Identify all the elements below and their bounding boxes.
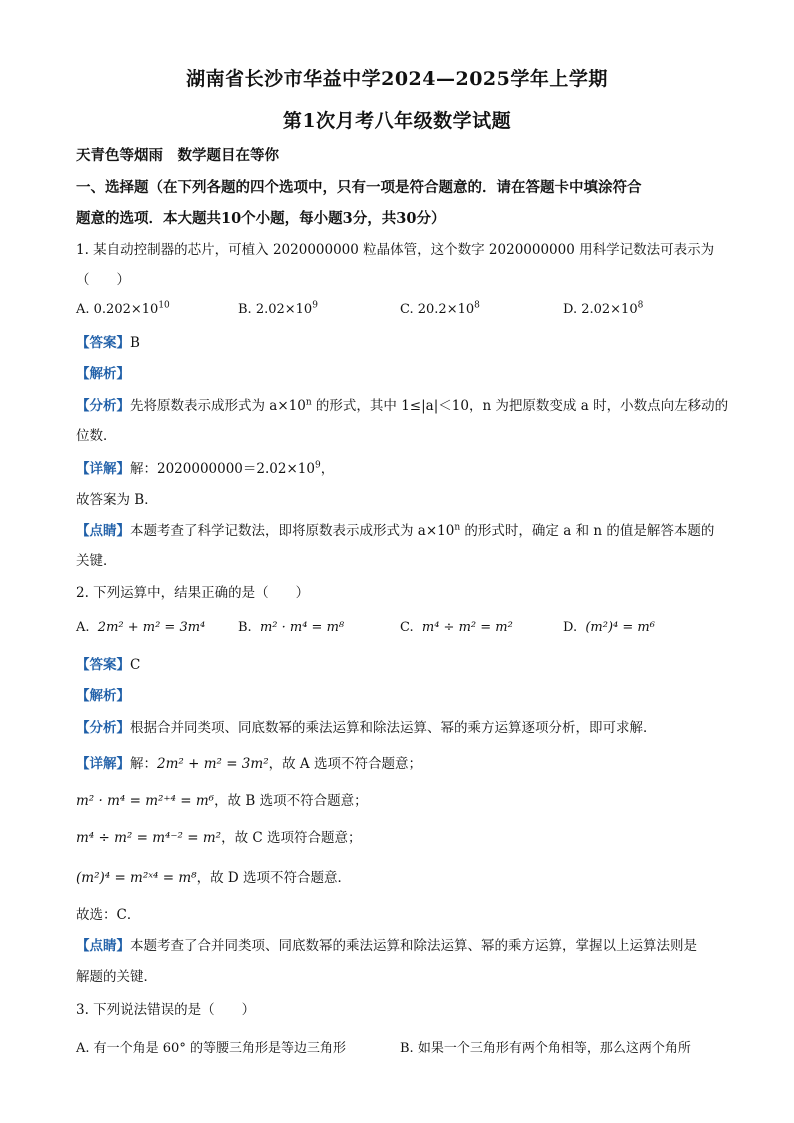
q2-step-1-pre: 解： bbox=[130, 756, 157, 772]
q2-step-3-text: ，故 C 选项符合题意； bbox=[221, 830, 362, 846]
q1-option-c-exp: 8 bbox=[474, 300, 480, 311]
q2-option-d-math: (m²)⁴ = m⁶ bbox=[585, 620, 655, 635]
q1-fenxi-line-2: 位数． bbox=[76, 428, 117, 444]
q2-conclusion: 故选：C． bbox=[76, 907, 141, 923]
q1-analysis-tag bbox=[76, 364, 726, 384]
q2-step-1-math: 2m² + m² = 3m² bbox=[157, 756, 269, 772]
q1-dianjing-line-1 bbox=[76, 521, 726, 541]
q1-dianjing-exp: n bbox=[454, 522, 461, 533]
q2-stem: 2. 下列运算中，结果正确的是（ ） bbox=[76, 585, 310, 601]
q2-step-3-math: m⁴ ÷ m² = m⁴⁻² = m² bbox=[76, 830, 222, 846]
q1-option-a bbox=[76, 302, 170, 317]
q1-option-d-text: D. 2.02×10 bbox=[563, 302, 638, 317]
section-heading-line-1: 一、选择题（在下列各题的四个选项中，只有一项是符合题意的．请在答题卡中填涂符合 bbox=[76, 179, 642, 196]
q1-option-c-text: C. 20.2×10 bbox=[400, 302, 475, 317]
q2-answer-value: C bbox=[130, 657, 141, 673]
q1-dianjing-line-2: 关键． bbox=[76, 553, 117, 569]
q2-step-2-math: m² · m⁴ = m²⁺⁴ = m⁶ bbox=[76, 793, 215, 809]
q1-option-b bbox=[238, 302, 318, 317]
q1-xiangjie-tag: 【详解】 bbox=[76, 461, 130, 477]
q2-xiangjie-tag: 【详解】 bbox=[76, 756, 130, 772]
q1-option-c bbox=[400, 302, 480, 317]
q2-answer-tag: 【答案】 bbox=[76, 657, 130, 673]
q2-option-b bbox=[238, 620, 344, 635]
q2-step-3 bbox=[76, 828, 726, 848]
q3-stem: 3. 下列说法错误的是（ ） bbox=[76, 1002, 256, 1018]
q1-answer-tag: 【答案】 bbox=[76, 335, 130, 351]
title-line-2: 第1次月考八年级数学试题 bbox=[282, 110, 512, 132]
q1-xiangjie-exp: 9 bbox=[314, 460, 321, 471]
q2-option-a bbox=[76, 620, 205, 635]
q1-option-d bbox=[563, 302, 643, 317]
q2-fenxi-text: 根据合并同类项、同底数幂的乘法运算和除法运算、幂的乘方运算逐项分析，即可求解． bbox=[130, 720, 657, 736]
q1-fenxi-tag: 【分析】 bbox=[76, 398, 130, 414]
q2-dianjing-tag: 【点睛】 bbox=[76, 938, 130, 954]
q2-analysis-tag bbox=[76, 686, 726, 706]
q1-fenxi-exp: n bbox=[305, 397, 312, 408]
q2-option-c bbox=[400, 620, 513, 635]
q2-option-a-label: A. bbox=[76, 620, 90, 635]
q2-fenxi bbox=[76, 718, 726, 738]
q1-stem-line-2: （ ） bbox=[76, 272, 130, 288]
q2-step-2-text: ，故 B 选项不符合题意； bbox=[214, 793, 368, 809]
q2-option-c-math: m⁴ ÷ m² = m² bbox=[421, 620, 513, 635]
q1-fenxi-text-1b: 的形式，其中 1≤|a|＜10，n 为把原数变成 a 时，小数点向左移动的 bbox=[311, 398, 729, 414]
q1-dianjing-text-1: 本题考查了科学记数法，即将原数表示成形式为 a×10 bbox=[130, 523, 455, 539]
section-heading-line-2: 题意的选项．本大题共10个小题，每小题3分，共30分） bbox=[76, 210, 446, 227]
q2-option-b-label: B. bbox=[238, 620, 252, 635]
q1-option-b-text: B. 2.02×10 bbox=[238, 302, 313, 317]
q2-option-d bbox=[563, 620, 655, 635]
q2-dianjing-line-1 bbox=[76, 936, 726, 956]
q2-dianjing-text-1: 本题考查了合并同类项、同底数幂的乘法运算和除法运算、幂的乘方运算，掌握以上运算法则是 bbox=[130, 938, 697, 954]
q1-option-a-text: A. 0.202×10 bbox=[76, 302, 159, 317]
q1-xiangjie bbox=[76, 459, 726, 479]
q1-answer-value: B bbox=[130, 335, 140, 351]
q2-step-1-text: ，故 A 选项不符合题意； bbox=[268, 756, 422, 772]
q2-option-d-label: D. bbox=[563, 620, 578, 635]
q1-option-d-exp: 8 bbox=[637, 300, 644, 311]
q2-option-c-label: C. bbox=[400, 620, 414, 635]
q1-xiangjie-end: ， bbox=[320, 461, 335, 477]
q1-analysis-label: 【解析】 bbox=[76, 366, 130, 382]
q1-dianjing-text-1b: 的形式时，确定 a 和 n 的值是解答本题的 bbox=[460, 523, 715, 539]
q3-option-a: A. 有一个角是 60° 的等腰三角形是等边三角形 bbox=[76, 1041, 346, 1056]
q3-option-b: B. 如果一个三角形有两个角相等，那么这两个角所 bbox=[400, 1041, 691, 1056]
q1-option-b-exp: 9 bbox=[312, 300, 318, 311]
q2-step-4 bbox=[76, 868, 726, 888]
q2-step-1 bbox=[76, 754, 726, 774]
q1-xiangjie-text: 解：2020000000＝2.02×10 bbox=[130, 461, 315, 477]
q2-answer bbox=[76, 655, 726, 675]
q1-dianjing-tag: 【点睛】 bbox=[76, 523, 130, 539]
q2-step-4-text: ，故 D 选项不符合题意． bbox=[196, 870, 351, 886]
q1-fenxi-line-1 bbox=[76, 396, 729, 416]
q2-step-2 bbox=[76, 791, 726, 811]
q2-step-4-math: (m²)⁴ = m²ˣ⁴ = m⁸ bbox=[76, 870, 197, 886]
title-line-1: 湖南省长沙市华益中学2024—2025学年上学期 bbox=[186, 68, 608, 90]
subtitle: 天青色等烟雨 数学题目在等你 bbox=[76, 147, 279, 164]
q2-dianjing-line-2: 解题的关键． bbox=[76, 969, 157, 985]
q1-answer bbox=[76, 333, 726, 353]
q1-option-a-exp: 10 bbox=[158, 300, 170, 311]
q2-analysis-label: 【解析】 bbox=[76, 688, 130, 704]
q1-fenxi-text-1: 先将原数表示成形式为 a×10 bbox=[130, 398, 306, 414]
q1-stem-line-1: 1. 某自动控制器的芯片，可植入 2020000000 粒晶体管，这个数字 2020000000 用科学记数法可表示为 bbox=[76, 242, 715, 258]
q1-conclusion: 故答案为 B． bbox=[76, 492, 158, 508]
q2-fenxi-tag: 【分析】 bbox=[76, 720, 130, 736]
q2-option-b-math: m² · m⁴ = m⁸ bbox=[259, 620, 345, 635]
q2-option-a-math: 2m² + m² = 3m⁴ bbox=[97, 620, 206, 635]
